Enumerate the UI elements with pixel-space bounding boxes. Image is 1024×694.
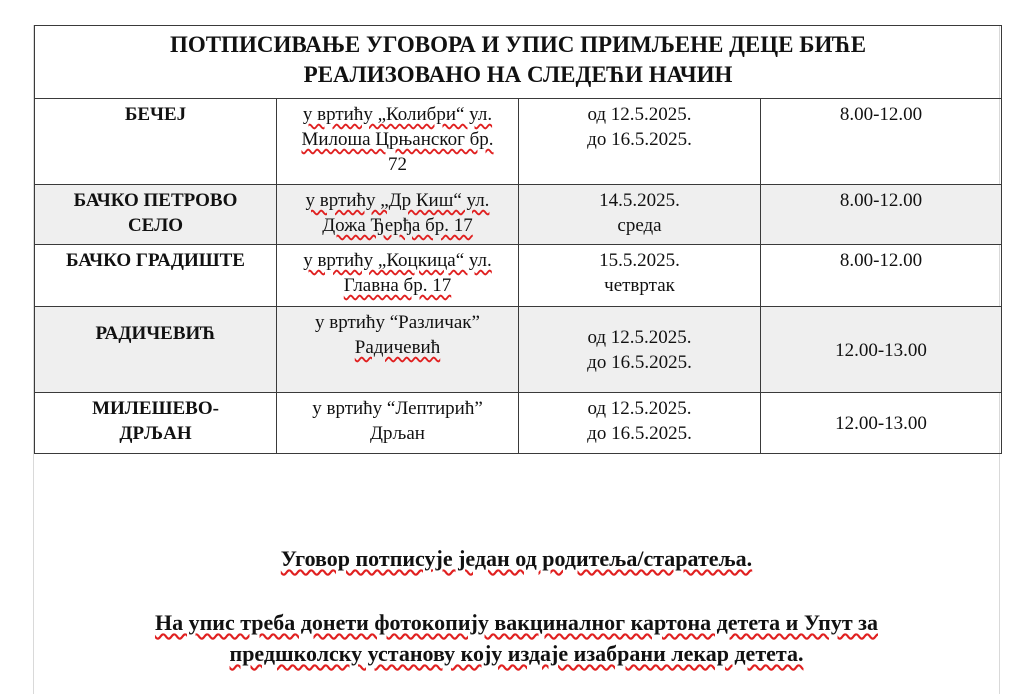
title-line-2: РЕАЛИЗОВАНО НА СЛЕДЕЋИ НАЧИН bbox=[303, 62, 733, 87]
documents-note-line: предшколску установу коју издаје изабрани лекар детета. bbox=[229, 641, 804, 666]
date-line: до 16.5.2025. bbox=[587, 423, 692, 444]
time-range: 8.00-12.00 bbox=[839, 104, 923, 125]
place-cell bbox=[35, 185, 277, 245]
time-cell bbox=[761, 307, 1002, 393]
table-row bbox=[35, 99, 1002, 185]
venue-line: Дрљан bbox=[370, 423, 425, 444]
place-cell bbox=[35, 245, 277, 307]
venue-cell bbox=[277, 307, 519, 393]
venue-line: у вртићу “Различак” bbox=[315, 312, 480, 333]
enrollment-schedule-table bbox=[34, 25, 1002, 454]
venue-line: Главна бр. 17 bbox=[343, 275, 452, 296]
time-range: 12.00-13.00 bbox=[835, 339, 927, 361]
date-cell bbox=[519, 393, 761, 454]
place-name: РАДИЧЕВИЋ bbox=[95, 323, 216, 344]
time-range: 8.00-12.00 bbox=[839, 250, 923, 271]
place-name: МИЛЕШЕВО- bbox=[92, 398, 219, 419]
title-line-1: ПОТПИСИВАЊЕ УГОВОРА И УПИС ПРИМЉЕНЕ ДЕЦЕ БИЋЕ bbox=[169, 32, 867, 57]
time-range: 12.00-13.00 bbox=[835, 413, 927, 434]
time-range: 8.00-12.00 bbox=[839, 190, 923, 211]
table-row bbox=[35, 185, 1002, 245]
documents-note bbox=[34, 607, 999, 669]
contract-note-text: Уговор потписује један од родитеља/старатеља. bbox=[280, 546, 753, 571]
time-cell bbox=[761, 185, 1002, 245]
venue-cell bbox=[277, 393, 519, 454]
table-row bbox=[35, 307, 1002, 393]
place-name: ДРЉАН bbox=[119, 423, 192, 444]
place-name: СЕЛО bbox=[127, 215, 184, 236]
date-line: 14.5.2025. bbox=[599, 190, 680, 211]
time-cell bbox=[761, 245, 1002, 307]
venue-cell bbox=[277, 185, 519, 245]
date-line: од 12.5.2025. bbox=[587, 398, 692, 419]
venue-cell bbox=[277, 245, 519, 307]
venue-line: Радичевић bbox=[354, 337, 441, 358]
documents-note-line: На упис треба донети фотокопију вакциналног картона детета и Упут за bbox=[154, 610, 878, 635]
date-cell bbox=[519, 307, 761, 393]
date-cell bbox=[519, 245, 761, 307]
contract-note bbox=[34, 543, 999, 574]
venue-cell bbox=[277, 99, 519, 185]
table-title-row bbox=[35, 26, 1002, 99]
venue-line: Дожа Ђерђа бр. 17 bbox=[322, 215, 473, 236]
place-cell bbox=[35, 307, 277, 393]
date-line: до 16.5.2025. bbox=[587, 352, 692, 373]
date-line: до 16.5.2025. bbox=[587, 129, 692, 150]
table-row bbox=[35, 393, 1002, 454]
time-cell bbox=[761, 99, 1002, 185]
date-cell bbox=[519, 185, 761, 245]
place-name: БАЧКО ГРАДИШТЕ bbox=[66, 250, 245, 271]
venue-line: у вртићу „Колибри“ ул. bbox=[302, 104, 493, 125]
date-cell bbox=[519, 99, 761, 185]
date-line: четвртак bbox=[604, 275, 675, 296]
place-name: БЕЧЕЈ bbox=[124, 104, 187, 125]
place-name: БАЧКО ПЕТРОВО bbox=[73, 190, 238, 211]
date-line: од 12.5.2025. bbox=[587, 104, 692, 125]
venue-line: у вртићу „Др Киш“ ул. bbox=[305, 190, 490, 211]
date-line: 15.5.2025. bbox=[599, 250, 680, 271]
venue-line: у вртићу „Коцкица“ ул. bbox=[303, 250, 492, 271]
place-cell bbox=[35, 99, 277, 185]
venue-line: Милоша Црњанског бр. bbox=[301, 129, 494, 150]
time-cell bbox=[761, 393, 1002, 454]
venue-line: у вртићу “Лептирић” bbox=[312, 398, 483, 419]
date-line: од 12.5.2025. bbox=[587, 327, 692, 348]
table-row bbox=[35, 245, 1002, 307]
date-line: среда bbox=[617, 215, 662, 236]
place-cell bbox=[35, 393, 277, 454]
venue-line: 72 bbox=[388, 154, 407, 175]
table-title bbox=[35, 26, 1002, 99]
document-page bbox=[33, 25, 1000, 694]
